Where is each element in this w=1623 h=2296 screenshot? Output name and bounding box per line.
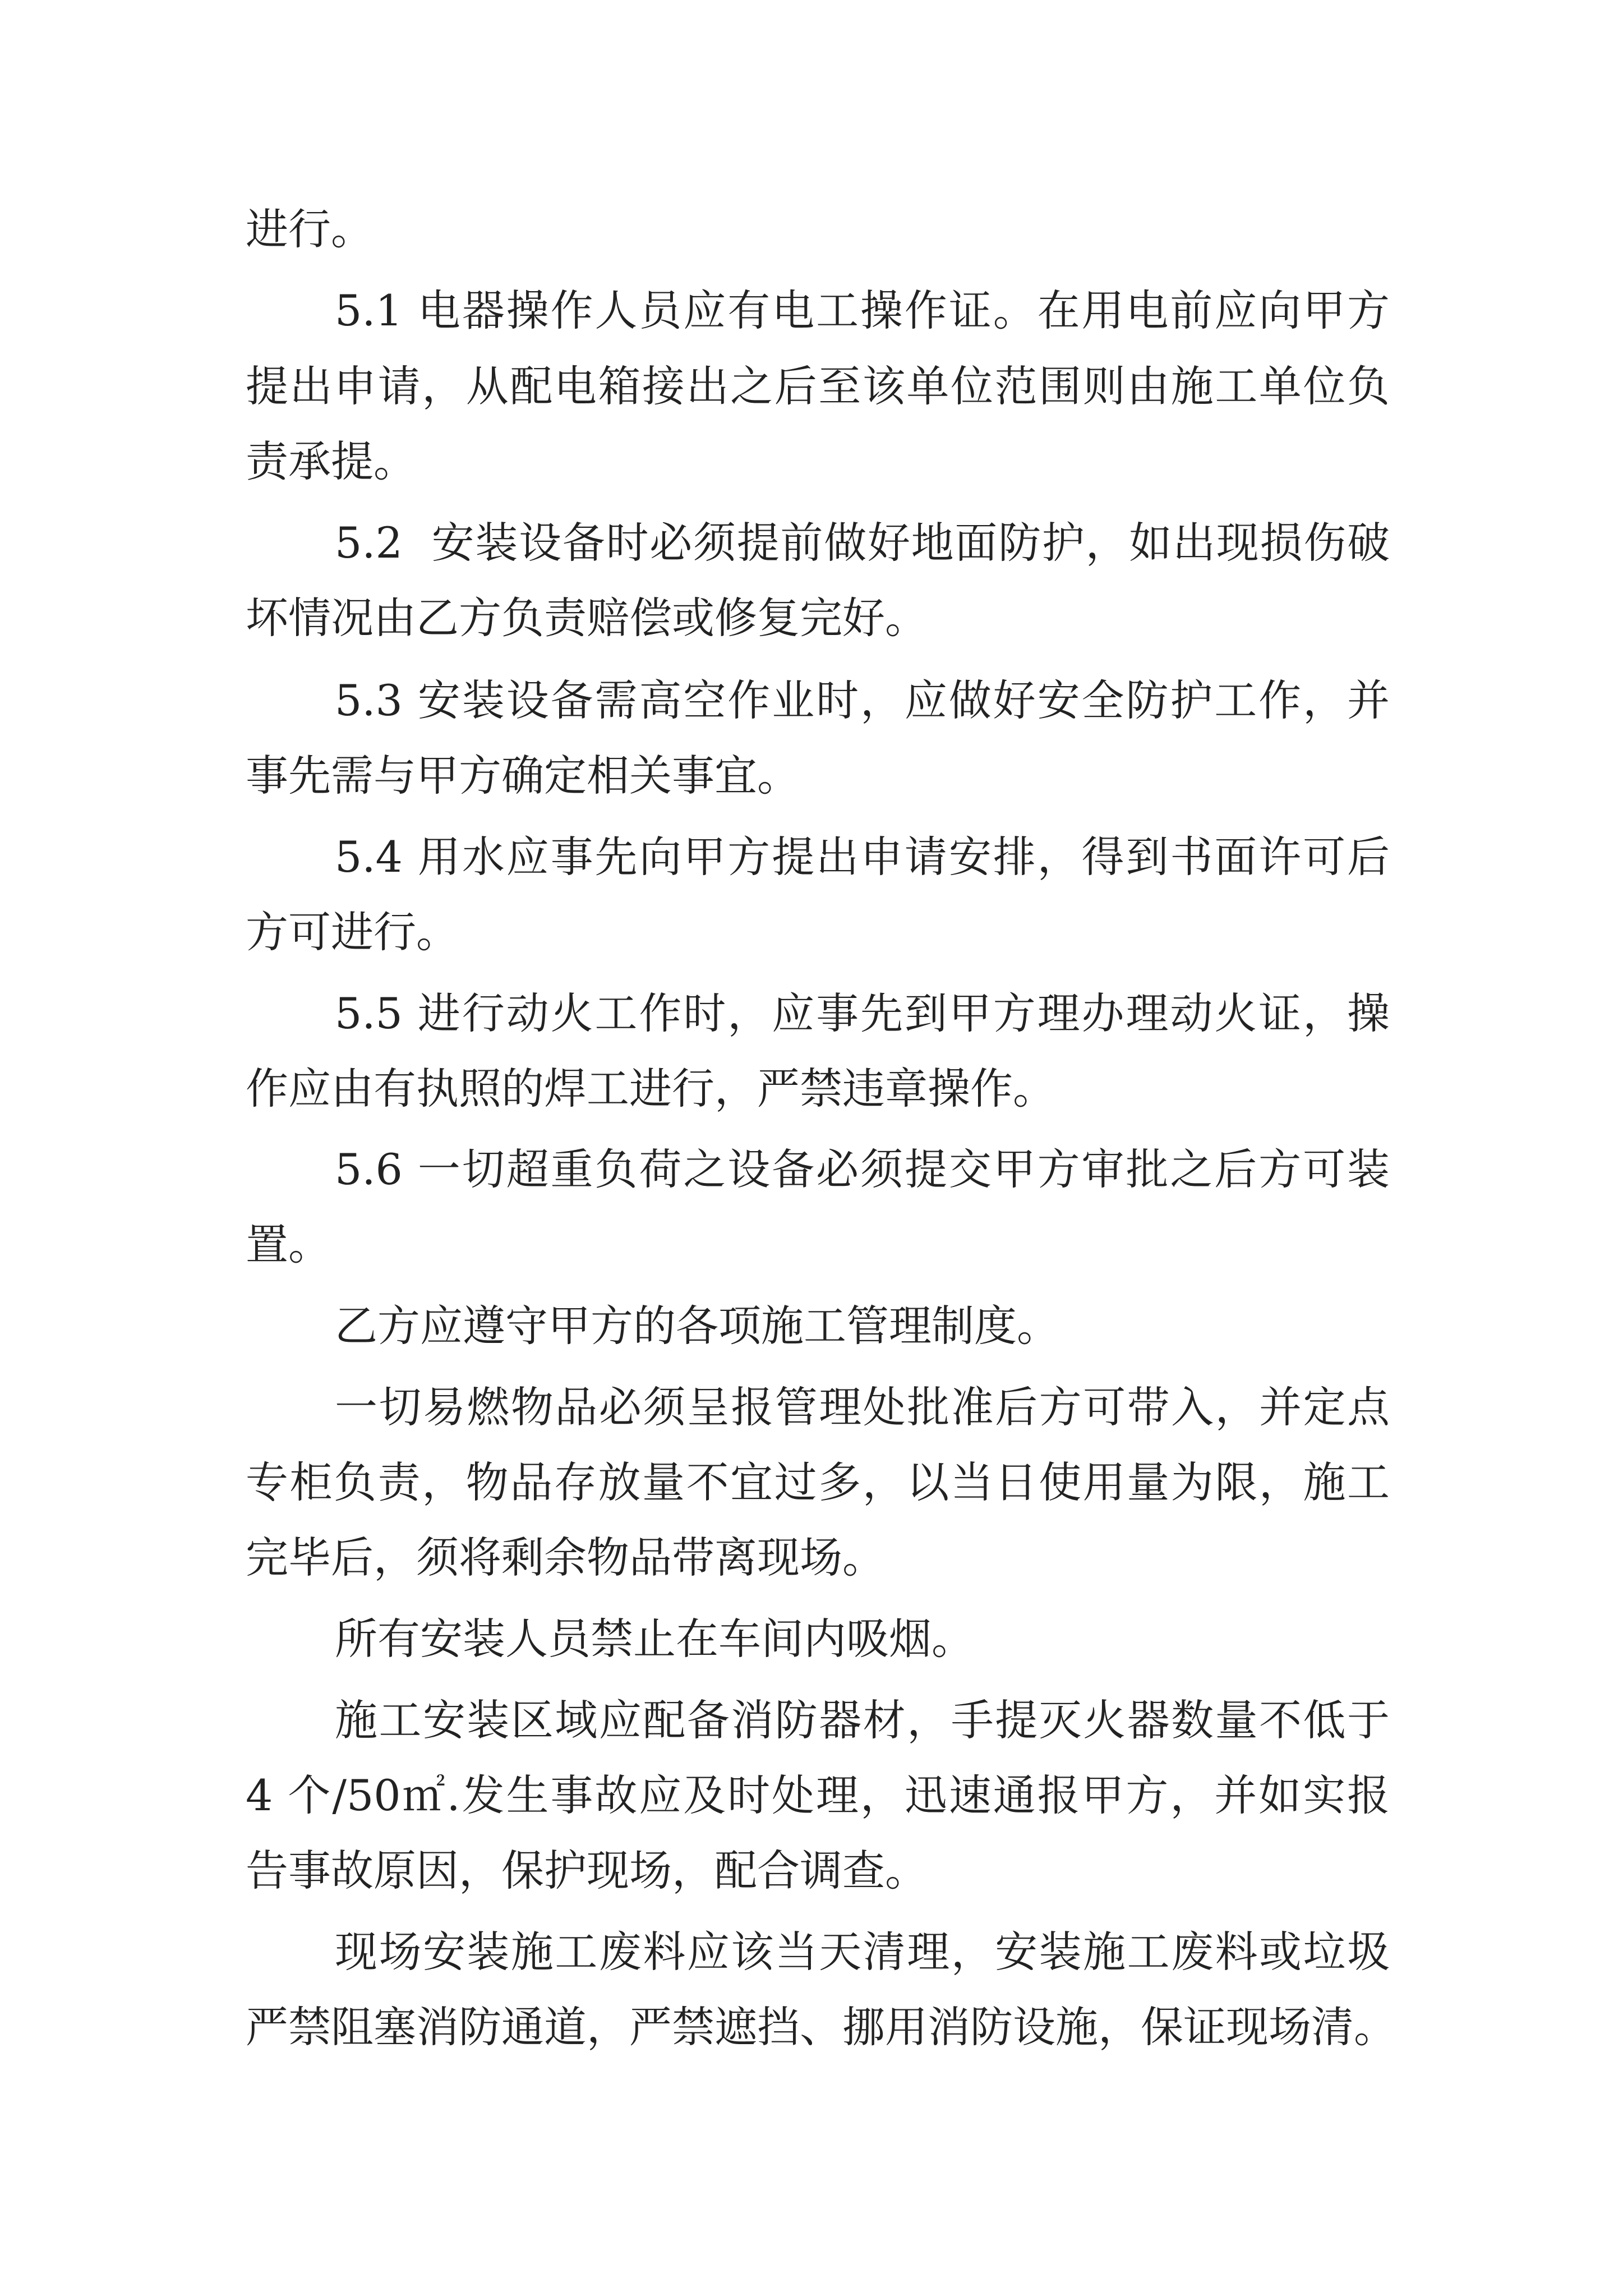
text-line: 置。 (246, 1220, 331, 1269)
text-line: 完毕后，须将剩余物品带离现场。 (246, 1533, 885, 1582)
text-line: 方可进行。 (246, 907, 459, 957)
text-line: 5.1 电器操作人员应有电工操作证。在用电前应向甲方 (335, 286, 1390, 335)
text-line: 5.4 用水应事先向甲方提出申请安排，得到书面许可后 (335, 832, 1390, 882)
text-line: 严禁阻塞消防通道，严禁遮挡、挪用消防设施，保证现场清。 (246, 2002, 1396, 2052)
text-line: 5.3 安装设备需高空作业时，应做好安全防护工作，并 (335, 675, 1390, 725)
text-line: 一切易燃物品必须呈报管理处批准后方可带入，并定点 (335, 1382, 1390, 1432)
text-line: 事先需与甲方确定相关事宜。 (246, 751, 800, 800)
text-line: 所有安装人员禁止在车间内吸烟。 (335, 1614, 974, 1664)
text-line: 乙方应遵守甲方的各项施工管理制度。 (335, 1301, 1059, 1351)
text-line: 4 个/50㎡.发生事故应及时处理，迅速通报甲方，并如实报 (246, 1770, 1390, 1820)
text-line: 现场安装施工废料应该当天清理，安装施工废料或垃圾 (335, 1927, 1390, 1977)
text-line: 5.2 安装设备时必须提前做好地面防护，如出现损伤破 (335, 518, 1390, 568)
text-line: 提出申请，从配电箱接出之后至该单位范围则由施工单位负 (246, 361, 1390, 411)
text-line: 施工安装区域应配备消防器材，手提灭火器数量不低于 (335, 1695, 1390, 1745)
text-line: 作应由有执照的焊工进行，严禁违章操作。 (246, 1064, 1055, 1114)
text-line: 进行。 (246, 204, 374, 254)
text-line: 责承提。 (246, 436, 416, 486)
text-line: 坏情况由乙方负责赔偿或修复完好。 (246, 593, 928, 643)
text-line: 5.6 一切超重负荷之设备必须提交甲方审批之后方可装 (335, 1144, 1390, 1194)
text-line: 专柜负责，物品存放量不宜过多，以当日使用量为限，施工 (246, 1457, 1390, 1507)
text-line: 告事故原因，保护现场，配合调查。 (246, 1846, 928, 1895)
text-line: 5.5 进行动火工作时，应事先到甲方理办理动火证，操 (335, 988, 1390, 1038)
